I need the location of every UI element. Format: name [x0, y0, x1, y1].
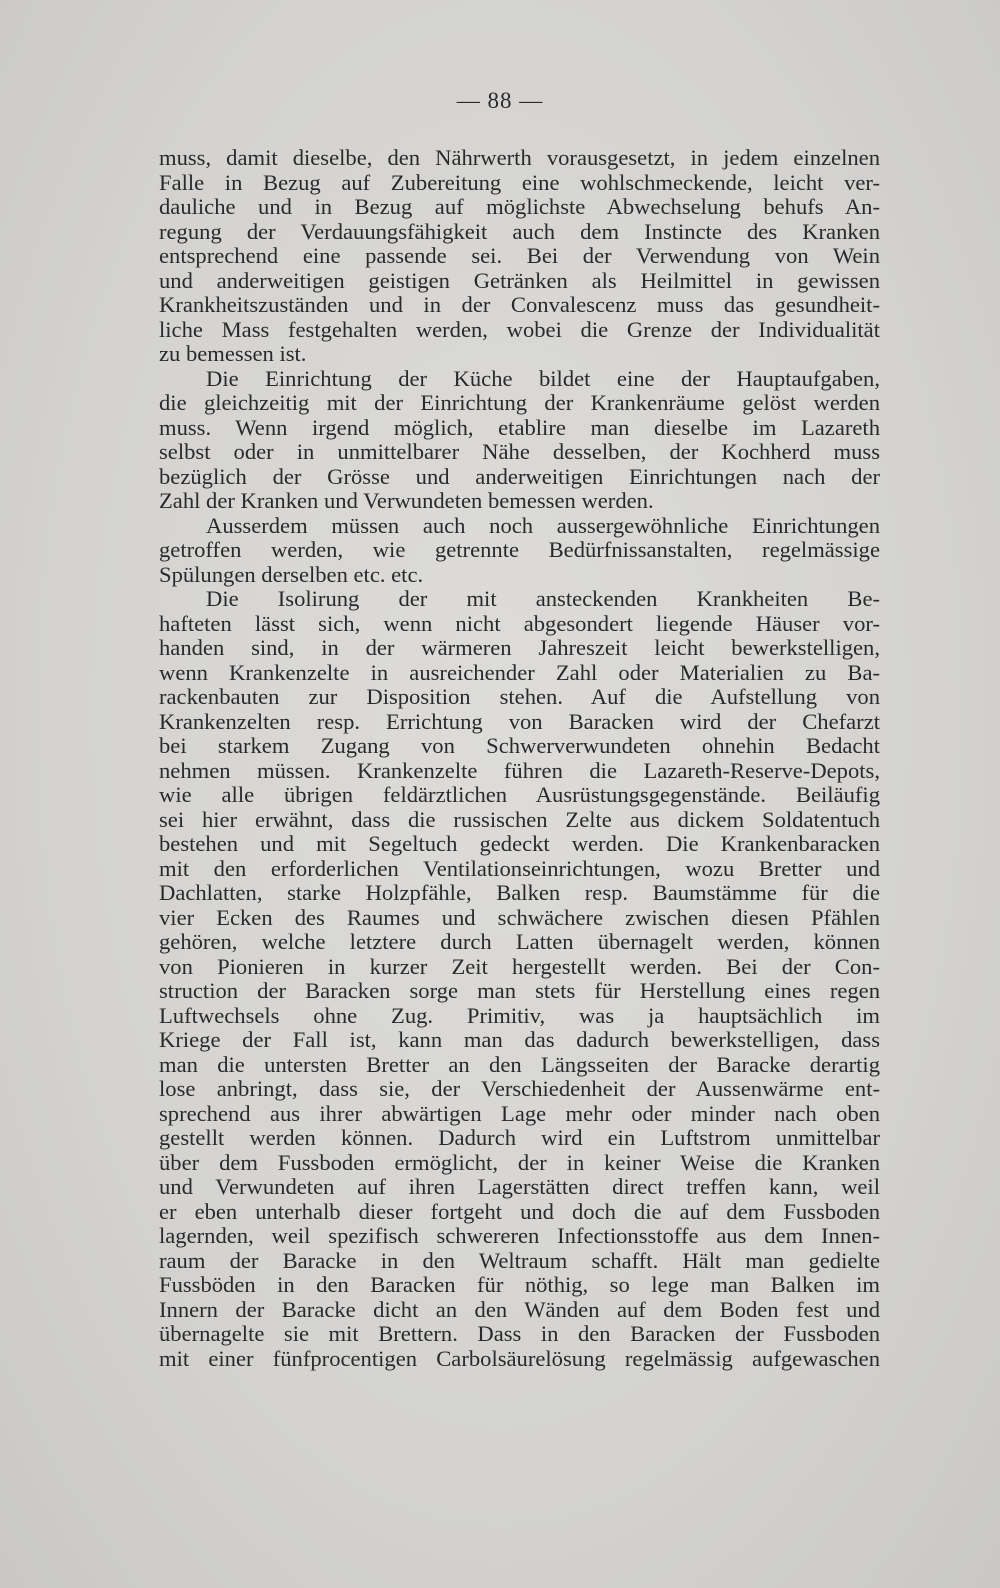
- text-line: Die Einrichtung der Küche bildet eine der Hauptaufgaben,: [206, 365, 880, 391]
- text-line: Falle in Bezug auf Zubereitung eine wohlschmeckende, leicht ver-: [159, 169, 880, 195]
- text-line: Ausserdem müssen auch noch aussergewöhnliche Einrichtungen: [206, 512, 880, 538]
- text-line: zu bemessen ist.: [159, 341, 307, 366]
- text-line: und Verwundeten auf ihren Lagerstätten direct treffen kann, weil: [159, 1174, 880, 1199]
- text-line: er eben unterhalb dieser fortgeht und doch die auf dem Fussboden: [159, 1198, 880, 1224]
- text-line: selbst oder in unmittelbarer Nähe desselben, der Kochherd muss: [159, 439, 880, 464]
- text-line: sei hier erwähnt, dass die russischen Zelte aus dickem Soldatentuch: [159, 806, 880, 832]
- text-line: übernagelte sie mit Brettern. Dass in den Baracken der Fussboden: [159, 1321, 880, 1346]
- text-line: Zahl der Kranken und Verwundeten bemessen werden.: [159, 488, 654, 513]
- text-line: Dachlatten, starke Holzpfähle, Balken resp. Baumstämme für die: [159, 880, 880, 905]
- text-line: liche Mass festgehalten werden, wobei die Grenze der Individualität: [159, 316, 880, 342]
- text-line: bestehen und mit Segeltuch gedeckt werden. Die Krankenbaracken: [159, 831, 880, 856]
- text-line: über dem Fussboden ermöglicht, der in keiner Weise die Kranken: [159, 1149, 880, 1175]
- text-line: dauliche und in Bezug auf möglichste Abwechselung behufs An-: [159, 194, 880, 219]
- text-line: Fussböden in den Baracken für nöthig, so lege man Balken im: [159, 1272, 880, 1297]
- text-line: nehmen müssen. Krankenzelte führen die Lazareth-Reserve-Depots,: [159, 757, 880, 783]
- text-line: entsprechend eine passende sei. Bei der Verwendung von Wein: [159, 243, 880, 268]
- text-line: Krankheitszuständen und in der Convalescenz muss das gesundheit-: [159, 292, 880, 317]
- page-number: — 88 —: [456, 88, 544, 113]
- text-line: die gleichzeitig mit der Einrichtung der Krankenräume gelöst werden: [159, 390, 880, 415]
- text-line: hafteten lässt sich, wenn nicht abgesondert liegende Häuser vor-: [159, 610, 880, 636]
- text-line: Kriege der Fall ist, kann man das dadurch bewerkstelligen, dass: [159, 1027, 880, 1052]
- text-line: sprechend aus ihrer abwärtigen Lage mehr oder minder nach oben: [159, 1100, 880, 1126]
- text-line: man die untersten Bretter an den Längsseiten der Baracke derartig: [159, 1051, 880, 1077]
- text-line: von Pionieren in kurzer Zeit hergestellt werden. Bei der Con-: [159, 953, 880, 979]
- text-line: struction der Baracken sorge man stets für Herstellung eines regen: [159, 978, 880, 1003]
- body-text: [159, 146, 880, 1371]
- text-line: gehören, welche letztere durch Latten übernagelt werden, können: [159, 929, 880, 954]
- text-line: wenn Krankenzelte in ausreichender Zahl oder Materialien zu Ba-: [159, 659, 880, 685]
- text-line: Krankenzelten resp. Errichtung von Baracken wird der Chefarzt: [159, 708, 880, 734]
- text-line: lagernden, weil spezifisch schwereren Infectionsstoffe aus dem Innen-: [159, 1223, 880, 1248]
- text-line: handen sind, in der wärmeren Jahreszeit leicht bewerkstelligen,: [159, 635, 880, 660]
- text-line: rackenbauten zur Disposition stehen. Auf die Aufstellung von: [159, 684, 880, 709]
- text-line: muss. Wenn irgend möglich, etablire man dieselbe im Lazareth: [159, 414, 880, 440]
- text-line: lose anbringt, dass sie, der Verschiedenheit der Aussenwärme ent-: [159, 1076, 880, 1101]
- text-line: Luftwechsels ohne Zug. Primitiv, was ja hauptsächlich im: [159, 1002, 880, 1028]
- text-line: Spülungen derselben etc. etc.: [159, 561, 424, 587]
- text-line: vier Ecken des Raumes und schwächere zwischen diesen Pfählen: [159, 904, 880, 930]
- text-line: wie alle übrigen feldärztlichen Ausrüstungsgegenstände. Beiläufig: [159, 782, 880, 807]
- text-line: muss, damit dieselbe, den Nährwerth vorausgesetzt, in jedem einzelnen: [159, 145, 880, 170]
- text-line: Die Isolirung der mit ansteckenden Krankheiten Be-: [206, 586, 880, 611]
- text-line: Innern der Baracke dicht an den Wänden auf dem Boden fest und: [159, 1296, 880, 1322]
- text-line: bezüglich der Grösse und anderweitigen Einrichtungen nach der: [159, 463, 880, 489]
- text-line: gestellt werden können. Dadurch wird ein Luftstrom unmittelbar: [159, 1125, 880, 1150]
- text-line: und anderweitigen geistigen Getränken als Heilmittel in gewissen: [159, 267, 880, 293]
- text-line: bei starkem Zugang von Schwerverwundeten ohnehin Bedacht: [159, 733, 880, 758]
- text-line: mit den erforderlichen Ventilationseinrichtungen, wozu Bretter und: [159, 855, 880, 881]
- text-line: raum der Baracke in den Weltraum schafft. Hält man gedielte: [159, 1247, 880, 1273]
- text-line: regung der Verdauungsfähigkeit auch dem Instincte des Kranken: [159, 218, 880, 244]
- text-line: getroffen werden, wie getrennte Bedürfnissanstalten, regelmässige: [159, 537, 880, 562]
- text-line: mit einer fünfprocentigen Carbolsäurelösung regelmässig aufgewaschen: [159, 1345, 880, 1371]
